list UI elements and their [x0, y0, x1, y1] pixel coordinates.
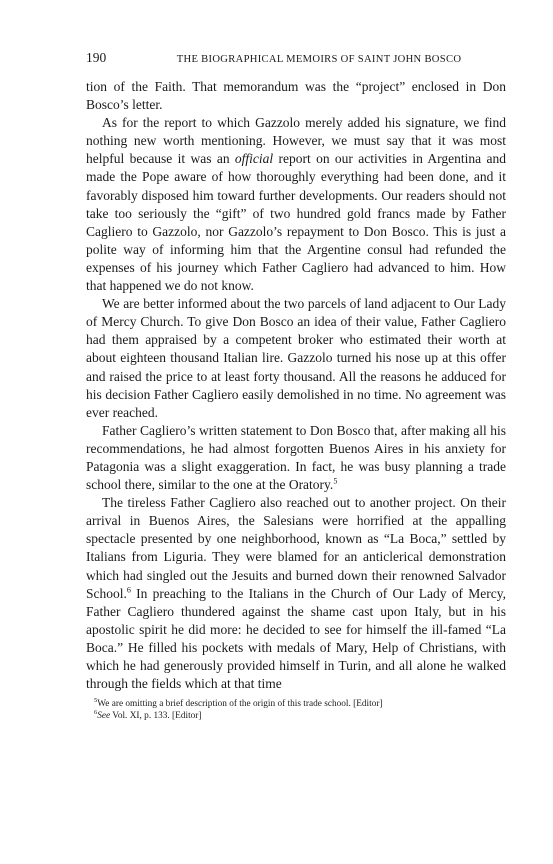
footnote-ref-6: 6: [126, 585, 131, 595]
paragraph-la-boca: [86, 494, 506, 693]
body-text: [86, 78, 506, 693]
paragraph-continuation: [86, 78, 506, 114]
footnote-mark: 5: [94, 697, 98, 705]
paragraph-text: The tireless Father Cagliero also reached out to another project. On their arrival in Buenos Aires, the Salesians were horrified at the appalling spectacle presented by one neighborhood, known as “La Boca,” settled by Italians from Liguria. They were blamed for an anticlerical demonstration which had singled out the Jesuits and burned down their renowned Salvador School.: [86, 495, 506, 601]
paragraph-text: Father Cagliero’s written statement to Don Bosco that, after making all his recommendations, he had almost forgotten Buenos Aires in his anxiety for Patagonia was a slight exaggeration. In fact, he was busy planning a trade school there, similar to the one at the Oratory.: [86, 422, 506, 493]
paragraph-trade-school: [86, 422, 506, 494]
footnote-6: [86, 708, 506, 723]
page-number: 190: [86, 50, 107, 65]
footnote-5: [86, 699, 506, 711]
footnote-ref-5: 5: [333, 476, 338, 486]
paragraph-text: tion of the Faith. That memorandum was the “project” enclosed in Don Bosco’s letter.: [86, 79, 506, 113]
running-head: [86, 50, 506, 72]
footnotes: [86, 699, 506, 722]
paragraph-text: In preaching to the Italians in the Church of Our Lady of Mercy, Father Cagliero thundered against the shame cast upon Italy, but in his apostolic spirit he did more: he decided to see for himself the ill-famed “La Boca.” He filled his pockets with medals of Mary, Help of Christians, with which he had generously provided himself in Turin, and all alone he walked through the fields which at that time: [86, 585, 506, 692]
running-title: THE BIOGRAPHICAL MEMOIRS OF SAINT JOHN BOSCO: [176, 54, 462, 65]
emphasis-official: official: [234, 151, 274, 167]
paragraph-text: report on our activities in Argentina and made the Pope aware of how thoroughly everything had been done, and it favorably disposed him toward further developments. Our readers should not take too seriously the “gift” of two hundred gold francs made by Father Cagliero to Gazzolo, nor Gazzolo’s repayment to Don Bosco. This is just a polite way of informing him that the Argentine consul had refunded the expenses of his journey which Father Cagliero had advanced to him. How that happened we do not know.: [86, 151, 506, 294]
footnote-emphasis: See: [97, 710, 111, 721]
footnote-mark: 6: [94, 708, 98, 716]
footnote-text: Vol. XI, p. 133. [Editor]: [110, 710, 202, 721]
footnote-text: We are omitting a brief description of the origin of this trade school. [Editor]: [97, 699, 383, 710]
paragraph-gazzolo-report: [86, 114, 506, 295]
paragraph-land-parcels: [86, 295, 506, 422]
book-page: [86, 50, 506, 722]
paragraph-text: As for the report to which Gazzolo merely added his signature, we find nothing new worth mentioning. However, we must say that it was most helpful because it was an: [86, 115, 506, 167]
paragraph-text: We are better informed about the two parcels of land adjacent to Our Lady of Mercy Church. To give Don Bosco an idea of their value, Father Cagliero had them appraised by a competent broker who estimated their worth at about eighteen thousand Italian lire. Gazzolo turned his nose up at this offer and raised the price to at least forty thousand. All the reasons he adduced for his decision Father Cagliero easily demolished in no time. No agreement was ever reached.: [86, 296, 506, 420]
